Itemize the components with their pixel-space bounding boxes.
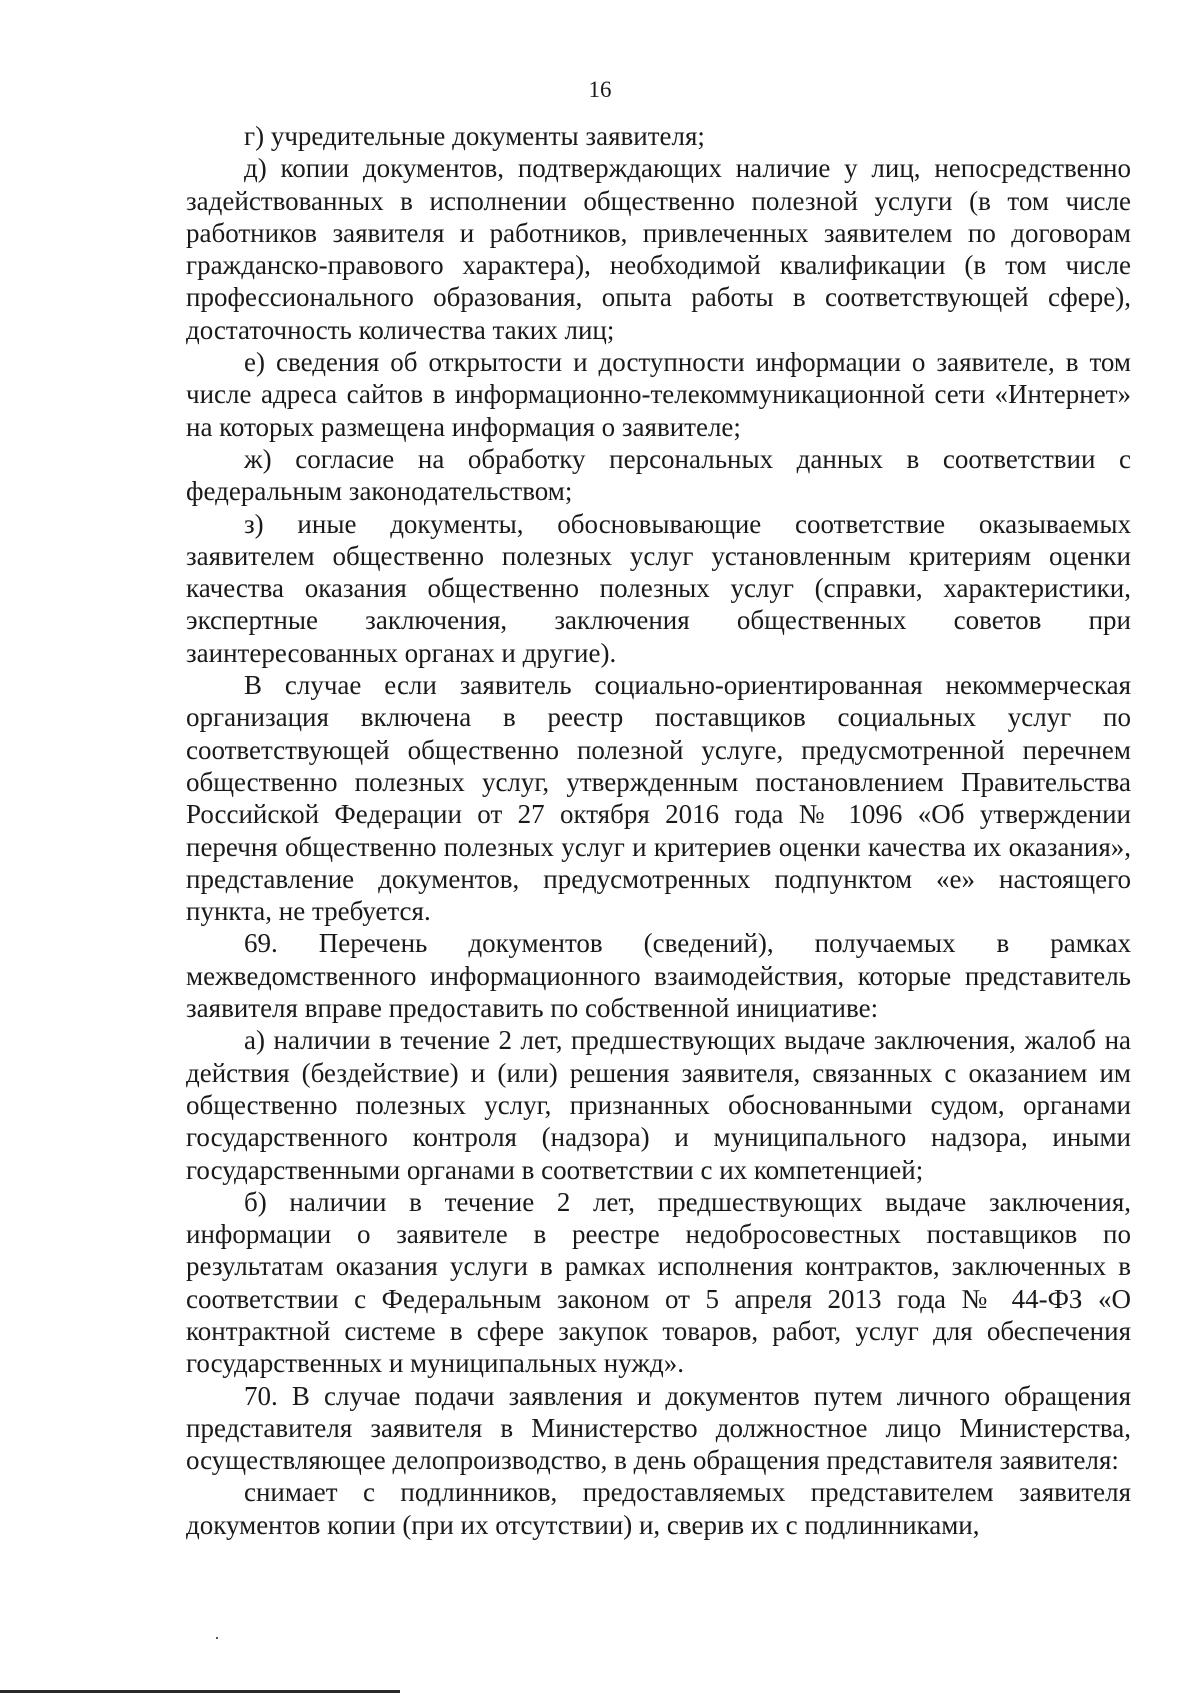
paragraph-nko-exception: В случае если заявитель социально-ориентированная некоммерческая организация включена в реестр поставщиков социальных услуг по соответствующей общественно полезной услуге, предусмотренной перечнем общественно полезных услуг, утвержденным постановлением Правительства Российской Федерации от 27 октября 2016 года № 1096 «Об утверждении перечня общественно полезных услуг и критериев оценки качества их оказания», представление документов, предусмотренных подпунктом «е» настоящего пункта, не требуется. xyxy=(186,670,1131,927)
paragraph-69-a: а) наличии в течение 2 лет, предшествующих выдаче заключения, жалоб на действия (бездействие) и (или) решения заявителя, связанных с оказанием им общественно полезных услуг, признанных обоснованными судом, органами государственного контроля (надзора) и муниципального надзора, иными государственными органами в соответствии с их компетенцией; xyxy=(186,1025,1131,1185)
paragraph-69-b: б) наличии в течение 2 лет, предшествующих выдаче заключения, информации о заявителе в реестре недобросовестных поставщиков по результатам оказания услуги в рамках исполнения контрактов, заключенных в соответствии с Федеральным законом от 5 апреля 2013 года № 44-ФЗ «О контрактной системе в сфере закупок товаров, работ, услуг для обеспечения государственных и муниципальных нужд». xyxy=(186,1186,1131,1379)
page-number: 16 xyxy=(588,77,612,102)
paragraph-e: е) сведения об открытости и доступности информации о заявителе, в том числе адреса сайтов в информационно-телекоммуникационной сети «Интернет» на которых размещена информация о заявителе; xyxy=(186,347,1131,442)
scan-speck xyxy=(216,1637,218,1639)
document-body xyxy=(186,120,1131,1541)
paragraph-70-copies: снимает с подлинников, предоставляемых представителем заявителя документов копии (при их отсутствии) и, сверив их с подлинниками, xyxy=(186,1477,1131,1540)
paragraph-d: д) копии документов, подтверждающих наличие у лиц, непосредственно задействованных в исполнении общественно полезной услуги (в том числе работников заявителя и работников, привлеченных заявителем по договорам гражданско-правового характера), необходимой квалификации (в том числе профессионального образования, опыта работы в соответствующей сфере), достаточность количества таких лиц; xyxy=(186,153,1131,345)
paragraph-z: з) иные документы, обосновывающие соответствие оказываемых заявителем общественно полезных услуг установленным критериям оценки качества оказания общественно полезных услуг (справки, характеристики, экспертные заключения, заключения общественных советов при заинтересованных органах и другие). xyxy=(186,508,1131,668)
paragraph-70: 70. В случае подачи заявления и документов путем личного обращения представителя заявителя в Министерство должностное лицо Министерства, осуществляющее делопроизводство, в день обращения представителя заявителя: xyxy=(186,1380,1131,1476)
paragraph-69: 69. Перечень документов (сведений), получаемых в рамках межведомственного информационного взаимодействия, которые представитель заявителя вправе предоставить по собственной инициативе: xyxy=(186,928,1131,1024)
paragraph-g: г) учредительные документы заявителя; xyxy=(244,121,705,151)
scan-edge-line xyxy=(0,1690,400,1693)
paragraph-zh: ж) согласие на обработку персональных данных в соответствии с федеральным законодательством; xyxy=(186,443,1131,507)
